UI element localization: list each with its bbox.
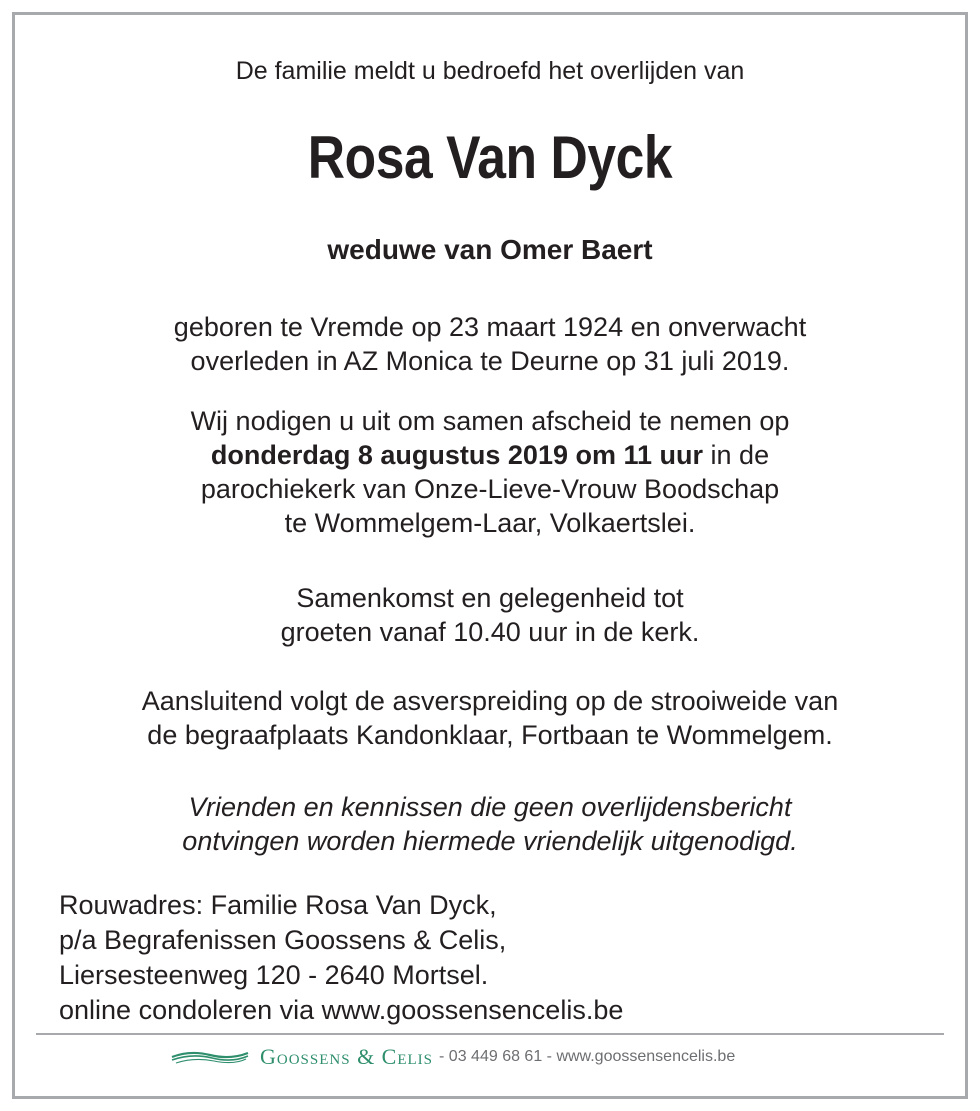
friends-note-line: ontvingen worden hiermede vriendelijk uitgenodigd. [182, 826, 798, 856]
friends-note-line: Vrienden en kennissen die geen overlijdensbericht [188, 792, 792, 822]
funeral-home-footer [170, 1042, 735, 1072]
online-condolence-line: online condoleren via www.goossensencelis.be [59, 995, 624, 1025]
gathering-line: Samenkomst en gelegenheid tot [296, 583, 684, 613]
wave-logo-icon [170, 1048, 250, 1066]
friends-note [0, 790, 980, 858]
invitation-line: Wij nodigen u uit om samen afscheid te nemen op [190, 406, 790, 436]
mourning-address [59, 888, 623, 1028]
address-line: Rouwadres: Familie Rosa Van Dyck, [59, 890, 497, 920]
birth-death-paragraph [0, 310, 980, 378]
funeral-home-brand: Goossens & Celis [260, 1044, 434, 1069]
church-line: parochiekerk van Onze-Lieve-Vrouw Boodschap [200, 474, 780, 504]
cemetery-line: de begraafplaats Kandonklaar, Fortbaan te Wommelgem. [147, 720, 833, 750]
ceremony-date-suffix: in de [703, 440, 770, 470]
intro-text: De familie meldt u bedroefd het overlijden van [235, 57, 745, 85]
invitation-paragraph [0, 404, 980, 540]
ceremony-date-line [0, 438, 980, 472]
footer-divider [36, 1033, 944, 1035]
spouse-line: weduwe van Omer Baert [327, 234, 653, 265]
deceased-name: Rosa Van Dyck [307, 124, 673, 191]
church-location-line: te Wommelgem-Laar, Volkaertslei. [284, 508, 696, 538]
ceremony-date: donderdag 8 augustus 2019 om 11 uur [210, 440, 704, 470]
death-line: overleden in AZ Monica te Deurne op 31 juli 2019. [190, 346, 790, 376]
scattering-line: Aansluitend volgt de asverspreiding op de strooiweide van [141, 686, 839, 716]
funeral-home-contact: - 03 449 68 61 - www.goossensencelis.be [439, 1048, 736, 1065]
gathering-time-line: groeten vanaf 10.40 uur in de kerk. [280, 617, 700, 647]
birth-line: geboren te Vremde op 23 maart 1924 en onverwacht [173, 312, 807, 342]
gathering-paragraph [0, 581, 980, 649]
scattering-paragraph [0, 684, 980, 752]
address-line: Liersesteenweg 120 - 2640 Mortsel. [59, 960, 489, 990]
address-line: p/a Begrafenissen Goossens & Celis, [59, 925, 507, 955]
